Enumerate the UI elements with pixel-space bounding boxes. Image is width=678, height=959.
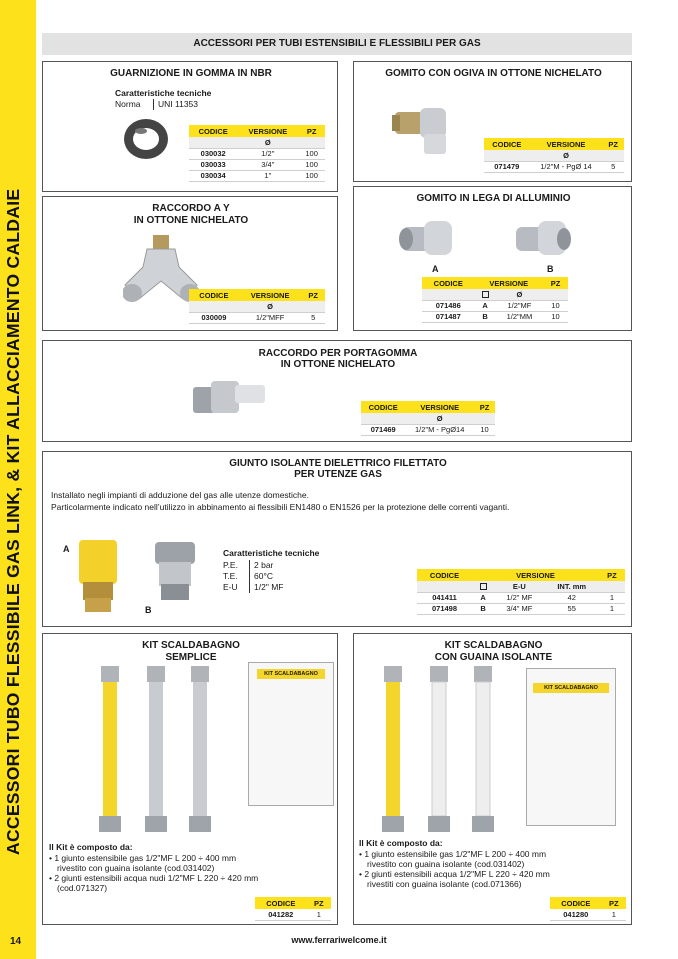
- gomito-lega-label-b: B: [547, 264, 554, 274]
- portagomma-title-1: RACCORDO PER PORTAGOMMA: [258, 348, 418, 359]
- guarnizione-box: [42, 61, 338, 192]
- kit-guaina-line-3: • 2 giunti estensibili acqua 1/2"MF L 220 ÷ 420 mm: [359, 869, 550, 879]
- giunto-spec-val-pe: 2 bar: [249, 560, 273, 571]
- kit-guaina-hoses-image: [378, 666, 508, 834]
- giunto-table: CODICE VERSIONE PZ E-U INT. mm 041411 A 1/2" MF 42 1 071498 B 3/4" MF 55 1: [417, 569, 625, 615]
- table-row: 041282 1: [255, 909, 331, 920]
- kit-semplice-title-1: KIT SCALDABAGNO: [142, 640, 240, 651]
- kit-guaina-title-1: KIT SCALDABAGNO: [444, 640, 543, 651]
- kit-semplice-line-4: (cod.071327): [57, 883, 108, 893]
- giunto-spec-val-te: 60°C: [249, 571, 273, 582]
- sub-diameter: Ø: [237, 137, 298, 148]
- elbow-a-image: [398, 217, 458, 261]
- portagomma-box: [42, 340, 632, 442]
- square-icon: [482, 291, 489, 298]
- elbow-image: [390, 98, 470, 158]
- raccordo-y-title-2: IN OTTONE NICHELATO: [133, 215, 249, 226]
- giunto-label-b: B: [145, 605, 152, 615]
- kit-semplice-bag-label: KIT SCALDABAGNO: [257, 669, 325, 679]
- guarnizione-spec-key: Norma: [115, 99, 141, 109]
- joint-a-image: [73, 540, 123, 616]
- gomito-lega-table: CODICE VERSIONE PZ Ø 071486 A 1/2"MF 10 071487 B 1/2"MM 10: [422, 277, 568, 323]
- table-row: 071498 B 3/4" MF 55 1: [417, 603, 625, 614]
- kit-semplice-line-2: rivestito con guaina isolante (cod.031402): [57, 863, 215, 873]
- kit-semplice-line-1: • 1 giunto estensibile gas 1/2"MF L 200 ÷ 400 mm: [49, 853, 237, 863]
- kit-semplice-hoses-image: [95, 666, 225, 834]
- kit-semplice-title-2: SEMPLICE: [165, 652, 217, 663]
- kit-guaina-bag-label: KIT SCALDABAGNO: [533, 683, 609, 693]
- kit-semplice-intro: Il Kit è composto da:: [49, 842, 133, 852]
- gomito-lega-title: GOMITO IN LEGA DI ALLUMINIO: [416, 193, 571, 204]
- guarnizione-spec-val: UNI 11353: [153, 99, 198, 110]
- gomito-ogiva-box: [353, 61, 632, 182]
- table-row: 071469 1/2"M - PgØ14 10: [361, 424, 495, 435]
- page-number: 14: [10, 936, 22, 947]
- kit-guaina-box: [353, 633, 632, 925]
- table-row: 030032 1/2" 100: [189, 148, 325, 159]
- kit-semplice-table: CODICE PZ 041282 1: [255, 897, 331, 921]
- guarnizione-title: GUARNIZIONE IN GOMMA IN NBR: [110, 68, 272, 79]
- giunto-title-2: PER UTENZE GAS: [294, 469, 382, 480]
- kit-semplice-bag: [248, 662, 334, 806]
- table-row: 071486 A 1/2"MF 10: [422, 300, 568, 311]
- table-row: 030033 3/4" 100: [189, 159, 325, 170]
- giunto-desc-2: Particolarmente indicato nell’utilizzo in abbinamento ai flessibili EN1480 o EN1526 per la protezione delle correnti vaganti.: [51, 502, 510, 512]
- gomito-lega-box: [353, 186, 632, 331]
- col-versione: VERSIONE: [237, 125, 298, 137]
- table-row: 030009 1/2"MFF 5: [189, 312, 325, 323]
- guarnizione-spec-title: Caratteristiche tecniche: [115, 88, 212, 98]
- portagomma-title-2: IN OTTONE NICHELATO: [280, 359, 396, 370]
- giunto-spec-val-eu: 1/2" MF: [249, 582, 283, 593]
- kit-guaina-line-2: rivestito con guaina isolante (cod.031402): [367, 859, 525, 869]
- elbow-b-image: [512, 217, 572, 261]
- giunto-title-1: GIUNTO ISOLANTE DIELETTRICO FILETTATO: [229, 458, 447, 469]
- table-row: 041411 A 1/2" MF 42 1: [417, 592, 625, 603]
- hose-fitting-image: [191, 373, 271, 419]
- gomito-ogiva-table: CODICE VERSIONE PZ Ø 071479 1/2"M - PgØ 14 5: [484, 138, 624, 173]
- giunto-label-a: A: [63, 544, 70, 554]
- raccordo-y-box: [42, 196, 338, 331]
- kit-guaina-bag: [526, 668, 616, 826]
- kit-guaina-table: CODICE PZ 041280 1: [550, 897, 626, 921]
- giunto-spec-title: Caratteristiche tecniche: [223, 548, 320, 558]
- giunto-spec-key-eu: E-U: [223, 582, 238, 592]
- table-row: 071479 1/2"M - PgØ 14 5: [484, 161, 624, 172]
- kit-semplice-line-3: • 2 giunti estensibili acqua nudi 1/2"MF L 220 ÷ 420 mm: [49, 873, 259, 883]
- sidebar-title: ACCESSORI TUBO FLESSIBILE GAS LINK, & KIT ALLACCIAMENTO CALDAIE: [3, 188, 23, 855]
- table-row: 071487 B 1/2"MM 10: [422, 311, 568, 322]
- gomito-lega-label-a: A: [432, 264, 439, 274]
- raccordo-y-title-1: RACCORDO A Y: [152, 203, 230, 214]
- raccordo-y-table: CODICE VERSIONE PZ Ø 030009 1/2"MFF 5: [189, 289, 325, 324]
- kit-guaina-intro: Il Kit è composto da:: [359, 838, 443, 848]
- table-row: 041280 1: [550, 909, 626, 920]
- giunto-desc-1: Installato negli impianti di adduzione del gas alle utenze domestiche.: [51, 490, 309, 500]
- kit-guaina-title-2: CON GUAINA ISOLANTE: [434, 652, 553, 663]
- kit-guaina-line-4: rivestiti con guaina isolante (cod.071366): [367, 879, 522, 889]
- kit-semplice-box: [42, 633, 338, 925]
- gasket-image: [121, 116, 171, 162]
- portagomma-table: CODICE VERSIONE PZ Ø 071469 1/2"M - PgØ14 10: [361, 401, 495, 436]
- gomito-ogiva-title: GOMITO CON OGIVA IN OTTONE NICHELATO: [385, 68, 602, 79]
- col-pz: PZ: [298, 125, 325, 137]
- square-icon: [480, 583, 487, 590]
- giunto-box: [42, 451, 632, 627]
- footer-url[interactable]: www.ferrariwelcome.it: [291, 935, 387, 945]
- joint-b-image: [151, 542, 199, 604]
- sidebar: [0, 0, 36, 959]
- col-codice: CODICE: [189, 125, 237, 137]
- guarnizione-table: [189, 125, 325, 182]
- table-row: 030034 1" 100: [189, 170, 325, 181]
- page-header: ACCESSORI PER TUBI ESTENSIBILI E FLESSIBILI PER GAS: [42, 33, 632, 55]
- giunto-spec-key-pe: P.E.: [223, 560, 238, 570]
- giunto-spec-key-te: T.E.: [223, 571, 238, 581]
- kit-guaina-line-1: • 1 giunto estensibile gas 1/2"MF L 200 ÷ 400 mm: [359, 849, 547, 859]
